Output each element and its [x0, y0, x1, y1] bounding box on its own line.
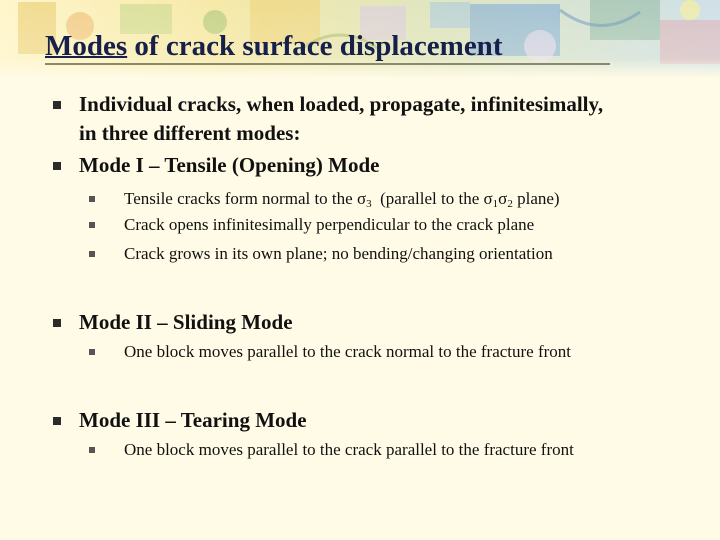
sub-bullet-marker: [89, 447, 95, 453]
bullet-mode-i: Mode I – Tensile (Opening) Mode: [79, 153, 380, 177]
bullet-intro-line1: Individual cracks, when loaded, propagate, infinitesimally,: [79, 92, 604, 116]
sub-bullet-marker: [89, 222, 95, 228]
sub-bullet-marker: [89, 349, 95, 355]
bullet-marker: [53, 417, 61, 425]
bullet-marker: [53, 162, 61, 170]
bullet-marker: [53, 319, 61, 327]
bullet-intro-line2: in three different modes:: [79, 121, 301, 145]
mode-i-detail-2: Crack opens infinitesimally perpendicular to the crack plane: [124, 215, 535, 234]
bullet-mode-ii: Mode II – Sliding Mode: [79, 310, 293, 334]
mode-i-detail-1: [124, 188, 560, 210]
mode-ii-detail: One block moves parallel to the crack normal to the fracture front: [124, 342, 572, 361]
slide-title-underlined: Modes: [45, 30, 128, 62]
text-segment: σ: [498, 189, 508, 208]
subscript: 2: [507, 198, 513, 210]
text-segment: Tensile cracks form normal to the σ: [124, 189, 367, 208]
slide-title-rest: of crack surface displacement: [127, 30, 503, 62]
mode-iii-detail: One block moves parallel to the crack parallel to the fracture front: [124, 440, 574, 459]
text-segment: (parallel to the σ: [371, 189, 493, 208]
subscript: 3: [366, 198, 372, 210]
bullet-mode-iii: Mode III – Tearing Mode: [79, 408, 307, 432]
sub-bullet-marker: [89, 251, 95, 257]
text-segment: plane): [512, 189, 560, 208]
sub-bullet-marker: [89, 196, 95, 202]
title-divider: [45, 63, 610, 65]
slide-title: [45, 30, 502, 63]
bullet-marker: [53, 101, 61, 109]
mode-i-detail-3: Crack grows in its own plane; no bending/changing orientation: [124, 244, 553, 263]
subscript: 1: [492, 198, 499, 210]
